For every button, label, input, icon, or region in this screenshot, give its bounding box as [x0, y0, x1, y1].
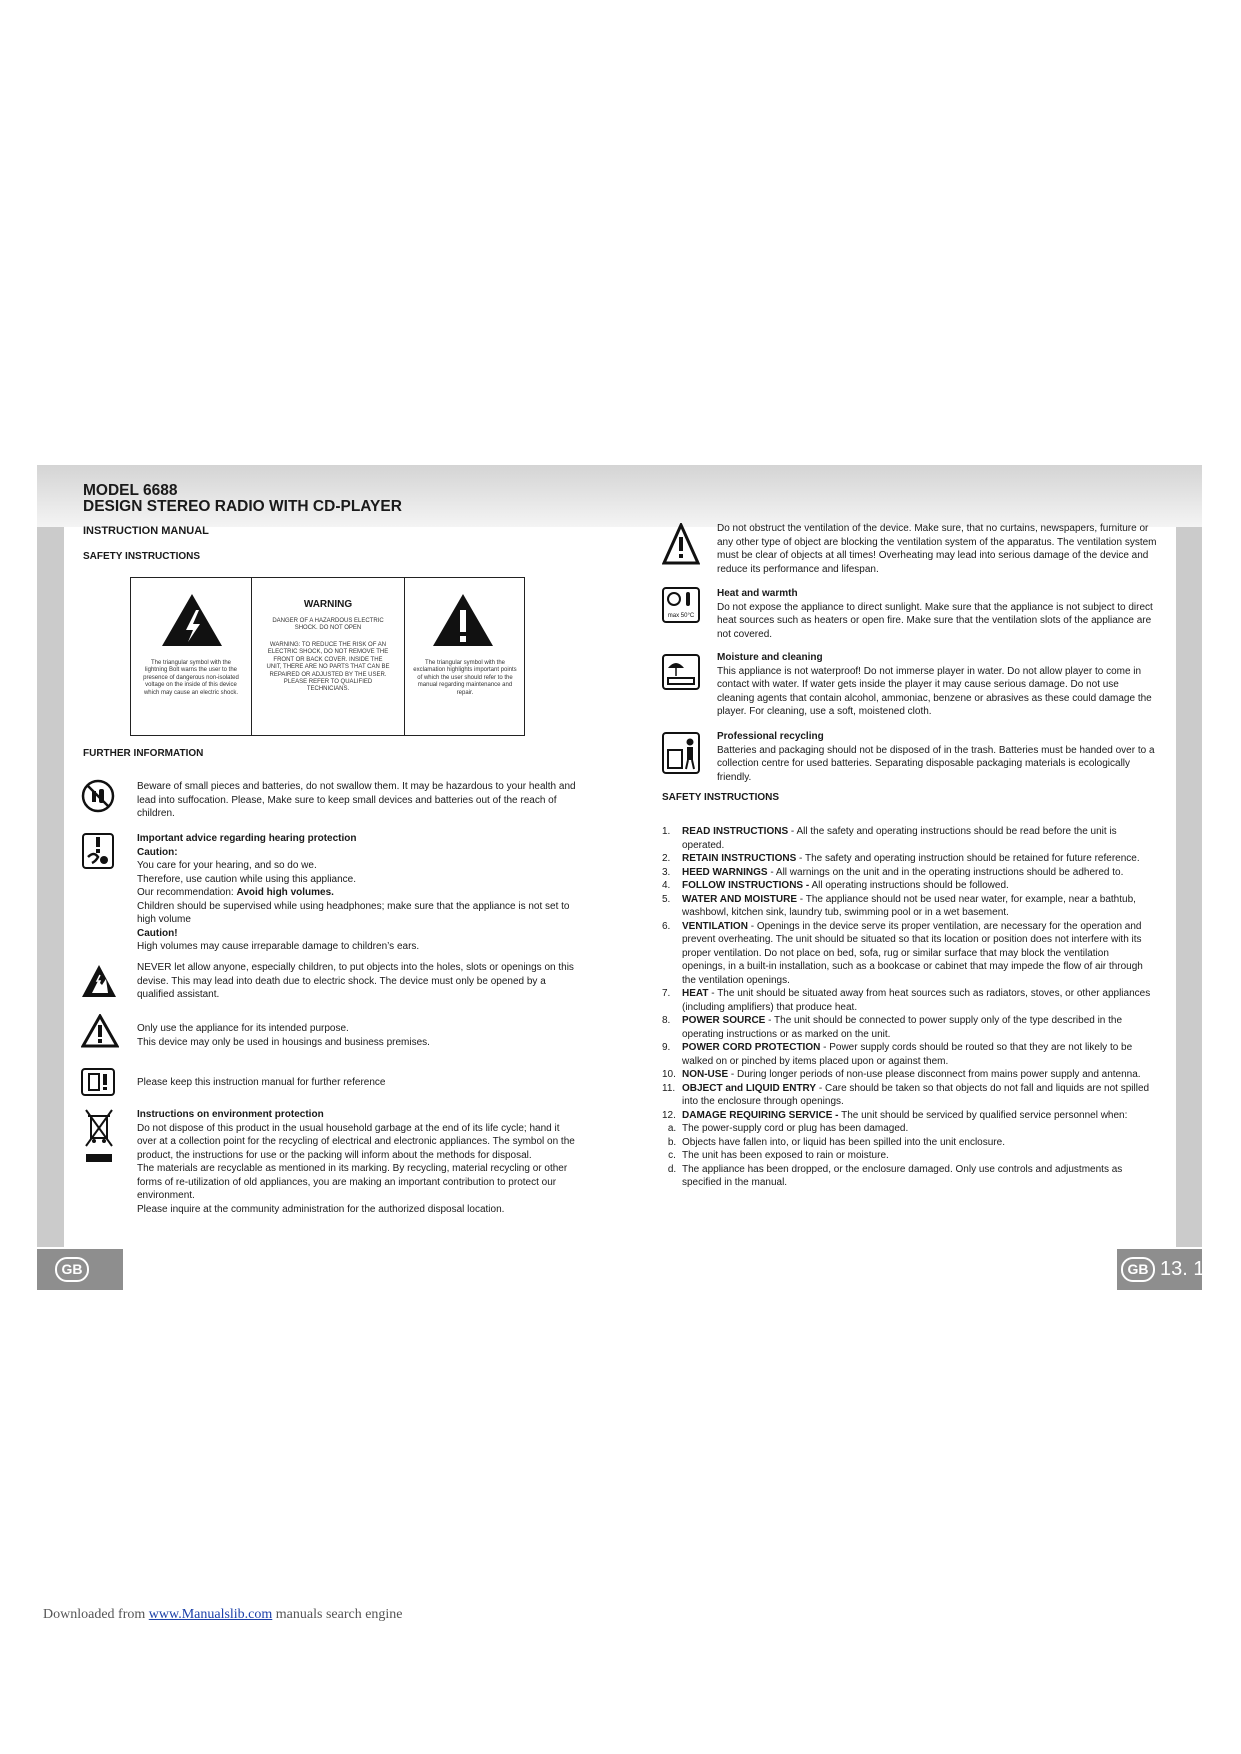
- footer-prefix: Downloaded from: [43, 1607, 149, 1622]
- item-keyword: FOLLOW INSTRUCTIONS -: [682, 880, 810, 891]
- safety-instructions-heading: SAFETY INSTRUCTIONS: [662, 792, 780, 803]
- page-number: 13. 1: [1160, 1258, 1205, 1280]
- item-number: 7.: [662, 988, 671, 999]
- item-text: - Openings in the device serve its proper ventilation, are necessary for the operation and prevent overheating. The unit should be situated so that its location or position does not interfere with its proper ventilation. Do not place on bed, sofa, rug or similar surface that may block the ventilation openings, in a built-in installation, such as a bookcase or cabinet that may impede the flow of air through the ventilation openings.: [682, 920, 1143, 986]
- safety-list-item: [662, 1109, 1152, 1123]
- lightning-explanation: The triangular symbol with the lightning Bolt warns the user to the presence of dangerous non-isolated voltage on the inside of this device which may cause an electric shock.: [143, 660, 239, 696]
- ventilation-text: Do not obstruct the ventilation of the device. Make sure, that no curtains, newspapers, furniture or any other type of object are blocking the ventilation system of the apparatus. The ventilation system must be clear of objects at all times! Overheating may lead into serious damage of the device and reduce its performance and lifespan.: [717, 523, 1157, 575]
- item-number: 5.: [662, 893, 671, 905]
- recycling-section: [717, 730, 1157, 784]
- recommendation-bold: Avoid high volumes.: [236, 887, 334, 898]
- moisture-section: [717, 651, 1157, 719]
- damage-subitem: [662, 1163, 1152, 1190]
- item-body: [682, 852, 1140, 866]
- left-margin-bar: [37, 527, 64, 1247]
- moisture-text: This appliance is not waterproof! Do not immerse player in water. Do not allow player to come in contact with water. If water gets inside the player it may cause serious damage. Do not use cleaning agents that contain alcohol, ammoniac, benzene or abrasives as these could damage the player. For cleaning, use a soft, moistened cloth.: [717, 665, 1152, 717]
- item-body: [682, 1109, 1127, 1123]
- item-body: [682, 825, 1152, 852]
- exclamation-warning-icon: [431, 592, 495, 648]
- subitem-letter: d.: [667, 1163, 677, 1175]
- item-body: [682, 1041, 1152, 1068]
- item-number: 2.: [662, 853, 671, 864]
- moisture-title: Moisture and cleaning: [717, 652, 823, 663]
- heat-icon: [662, 587, 700, 623]
- warning-center-cell: [252, 578, 405, 735]
- environment-paragraph: Please inquire at the community administration for the authorized disposal location.: [137, 1203, 505, 1215]
- item-number: 12.: [662, 1109, 676, 1121]
- caution-label: Caution!: [137, 927, 178, 939]
- ventilation-warning-icon: [662, 523, 700, 565]
- item-keyword: OBJECT and LIQUID ENTRY: [682, 1082, 817, 1094]
- environment-paragraph: Do not dispose of this product in the usual household garbage at the end of its life cycle; hand it over at a collection point for the recycling of electrical and electronic appliances. The symbol on the product, the instructions for use or the packing will inform about the methods for disposal.: [137, 1122, 575, 1161]
- warning-text: WARNING: TO REDUCE THE RISK OF AN ELECTRIC SHOCK, DO NOT REMOVE THE FRONT OR BACK COVER. INSIDE THE UNIT, THERE ARE NO PARTS THAT CAN BE REPAIRED OR ADJUSTED BY THE USER. PLEASE REFER TO QUALIFIED TECHNICIANS.: [266, 642, 390, 693]
- recommendation: [137, 886, 577, 900]
- caution-label: Caution:: [137, 846, 178, 858]
- never-text: NEVER let allow anyone, especially children, to put objects into the holes, slots or openings on this devise. This may lead into death due to electric shock. The device must only be opened by a qualified assistant.: [137, 962, 574, 1000]
- left-footer-tab: [37, 1249, 123, 1290]
- item-body: [682, 1014, 1152, 1041]
- item-body: [682, 920, 1152, 988]
- safety-list-item: [662, 920, 1152, 988]
- item-keyword: VENTILATION: [682, 920, 748, 932]
- subitem-letter: b.: [667, 1136, 677, 1148]
- environment-paragraph: The materials are recyclable as mentioned in its marking. By recycling, material recycling or other forms of re-utilization of old appliances, you are making an important contribution to protect our environment.: [137, 1163, 568, 1201]
- item-text: - The safety and operating instruction should be retained for future reference.: [796, 853, 1140, 864]
- item-number: 11.: [662, 1082, 676, 1094]
- hearing-protection-icon: [82, 833, 114, 869]
- heat-icon-label: max 50°C: [667, 613, 695, 619]
- subitem-letter: a.: [667, 1123, 677, 1134]
- hearing-line: Children should be supervised while using headphones; make sure that the appliance is not set to high volume: [137, 900, 570, 925]
- subitem-text: The power-supply cord or plug has been damaged.: [682, 1123, 909, 1134]
- safety-list-item: [662, 1068, 1152, 1082]
- manualslib-link[interactable]: www.Manualslib.com: [148, 1607, 273, 1622]
- hearing-title: Important advice regarding hearing protection: [137, 833, 357, 844]
- safety-list-item: [662, 1041, 1152, 1068]
- safety-heading: SAFETY INSTRUCTIONS: [83, 551, 201, 562]
- item-text: - All the safety and operating instructions should be read before the unit is operated.: [682, 826, 1117, 851]
- recycling-icon: [662, 732, 700, 774]
- weee-bin-icon: [84, 1108, 114, 1168]
- item-keyword: POWER SOURCE: [682, 1015, 766, 1026]
- gb-badge: GB: [1121, 1257, 1155, 1282]
- purpose-line: This device may only be used in housings and business premises.: [137, 1036, 430, 1048]
- safety-list-item: [662, 1082, 1152, 1109]
- item-keyword: READ INSTRUCTIONS: [682, 826, 789, 837]
- caution-triangle-icon: [81, 1014, 119, 1048]
- item-text: - All warnings on the unit and in the operating instructions should be adhered to.: [767, 866, 1124, 878]
- manual-heading: INSTRUCTION MANUAL: [83, 525, 209, 537]
- exclamation-explanation: The triangular symbol with the exclamation highlights important points of which the user should refer to the manual regarding maintenance and repair.: [413, 660, 517, 696]
- recommendation-label: Our recommendation:: [137, 887, 237, 898]
- item-text: - Care should be taken so that objects do not fall and liquids are not spilled into the enclosure through openings.: [682, 1082, 1150, 1107]
- manual-book-icon: [81, 1068, 115, 1096]
- purpose-text: [137, 1022, 577, 1049]
- item-keyword: WATER AND MOISTURE: [682, 893, 797, 905]
- item-number: 6.: [662, 920, 671, 932]
- item-keyword: HEAT: [682, 988, 709, 999]
- item-number: 3.: [662, 866, 671, 878]
- safety-list-item: [662, 852, 1152, 866]
- subitem-letter: c.: [668, 1150, 676, 1161]
- electric-shock-hand-icon: [80, 963, 118, 999]
- keep-manual-text: Please keep this instruction manual for further reference: [137, 1077, 386, 1088]
- item-number: 8.: [662, 1015, 671, 1026]
- moisture-icon: [662, 654, 700, 690]
- item-body: [682, 1068, 1141, 1082]
- purpose-line: Only use the appliance for its intended purpose.: [137, 1023, 349, 1034]
- item-text: - During longer periods of non-use please disconnect from mains power supply and antenna.: [728, 1069, 1141, 1080]
- footer-suffix: manuals search engine: [272, 1607, 403, 1622]
- item-keyword: POWER CORD PROTECTION: [682, 1042, 821, 1053]
- item-number: 1.: [662, 826, 671, 837]
- item-text: - The unit should be situated away from heat sources such as radiators, stoves, or other appliances (including amplifiers) that produce heat.: [682, 988, 1151, 1013]
- danger-text: DANGER OF A HAZARDOUS ELECTRIC SHOCK. DO NOT OPEN: [272, 618, 384, 632]
- gb-badge: GB: [55, 1257, 89, 1282]
- safety-list-item: [662, 879, 1152, 893]
- warning-right-cell: [406, 578, 524, 735]
- hearing-line: You care for your hearing, and so do we.: [137, 860, 317, 871]
- subitem-text: The appliance has been dropped, or the enclosure damaged. Only use controls and adjustments as specified in the manual.: [682, 1163, 1123, 1188]
- product-title: DESIGN STEREO RADIO WITH CD-PLAYER: [83, 498, 402, 515]
- recycling-title: Professional recycling: [717, 731, 824, 742]
- safety-list-item: [662, 893, 1152, 920]
- damage-subitem: [662, 1136, 1152, 1150]
- damage-subitem: [662, 1149, 1152, 1163]
- item-keyword: NON-USE: [682, 1069, 729, 1080]
- hearing-line: Therefore, use caution while using this appliance.: [137, 873, 357, 885]
- item-body: [682, 893, 1152, 920]
- item-keyword: DAMAGE REQUIRING SERVICE -: [682, 1109, 839, 1121]
- environment-title: Instructions on environment protection: [137, 1109, 324, 1120]
- item-text: - Power supply cords should be routed so that they are not likely to be walked on or pinched by items placed upon or against them.: [682, 1042, 1133, 1067]
- small-parts-icon: [81, 779, 115, 813]
- lightning-warning-icon: [160, 592, 224, 648]
- item-number: 9.: [662, 1042, 671, 1053]
- subitem-text: Objects have fallen into, or liquid has been spilled into the unit enclosure.: [682, 1136, 1005, 1148]
- warning-box: [130, 577, 525, 736]
- item-number: 4.: [662, 880, 671, 891]
- item-body: [682, 1082, 1152, 1109]
- further-heading: FURTHER INFORMATION: [83, 748, 204, 759]
- hearing-line: High volumes may cause irreparable damage to children’s ears.: [137, 941, 420, 952]
- subitem-text: The unit has been exposed to rain or moisture.: [682, 1150, 889, 1161]
- safety-list: [662, 825, 1152, 1190]
- heat-section: [717, 587, 1157, 641]
- warning-title: WARNING: [303, 599, 353, 610]
- environment-section: [137, 1108, 577, 1216]
- header-bar: [37, 465, 1202, 527]
- model-title: MODEL 6688: [83, 482, 178, 499]
- item-number: 10.: [662, 1069, 676, 1080]
- item-body: [682, 866, 1123, 880]
- safety-list-item: [662, 825, 1152, 852]
- item-text: - The unit should be connected to power supply only of the type described in the operating instructions or as marked on the unit.: [682, 1015, 1123, 1040]
- item-keyword: HEED WARNINGS: [682, 866, 768, 878]
- damage-subitem: [662, 1122, 1152, 1136]
- item-body: [682, 879, 1009, 893]
- safety-list-item: [662, 866, 1152, 880]
- safety-list-item: [662, 1014, 1152, 1041]
- warning-left-cell: [131, 578, 252, 735]
- safety-list-item: [662, 987, 1152, 1014]
- item-body: [682, 987, 1152, 1014]
- heat-title: Heat and warmth: [717, 588, 798, 599]
- heat-text: Do not expose the appliance to direct sunlight. Make sure that the appliance is not subject to direct heat sources such as heaters or open fire. Make sure that the ventilation slots of the appliance are not covered.: [717, 601, 1153, 640]
- item-keyword: RETAIN INSTRUCTIONS: [682, 853, 797, 864]
- item-text: The unit should be serviced by qualified service personnel when:: [838, 1109, 1128, 1121]
- hearing-section: [137, 832, 577, 954]
- download-footer: [43, 1607, 403, 1623]
- item-text: All operating instructions should be followed.: [809, 880, 1009, 891]
- small-pieces-text: Beware of small pieces and batteries, do not swallow them. It may be hazardous to your health and lead into suffocation. Please, Make sure to keep small devices and batteries out of the reach of children.: [137, 781, 576, 819]
- right-margin-bar: [1176, 527, 1202, 1247]
- item-text: - The appliance should not be used near water, for example, near a bathtub, washbowl, kitchen sink, laundry tub, swimming pool or in a wet basement.: [682, 893, 1136, 918]
- recycling-text: Batteries and packaging should not be disposed of in the trash. Batteries must be handed over to a collection centre for used batteries. Separating disposable packaging materials is ecologically friendly.: [717, 744, 1155, 783]
